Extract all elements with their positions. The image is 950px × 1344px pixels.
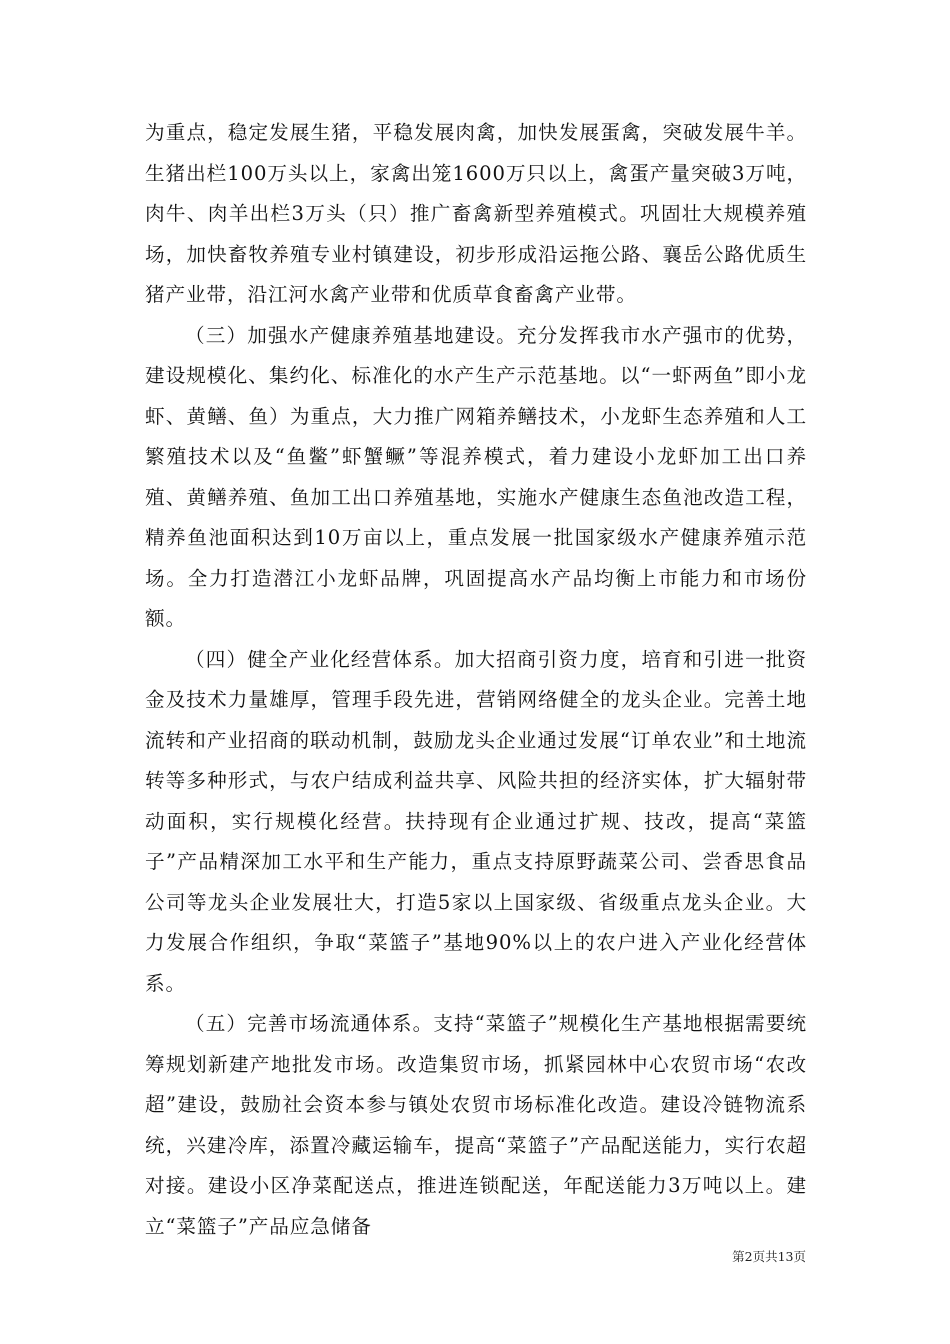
page-number-footer: 第2页共13页 xyxy=(732,1249,806,1264)
paragraph-market-circulation: （五）完善市场流通体系。支持“菜篮子”规模化生产基地根据需要统筹规划新建产地批发市场。改造集贸市场，抓紧园林中心农贸市场“农改超”建设，鼓励社会资本参与镇处农贸市场标准化改造。建设冷链物流系统，兴建冷库，添置冷藏运输车，提高“菜篮子”产品配送能力，实行农超对接。建设小区净菜配送点，推进连锁配送，年配送能力3万吨以上。建立“菜篮子”产品应急储备 xyxy=(145,1012,807,1238)
paragraph-aquaculture: （三）加强水产健康养殖基地建设。充分发挥我市水产强市的优势，建设规模化、集约化、标准化的水产生产示范基地。以“一虾两鱼”即小龙虾、黄鳝、鱼）为重点，大力推广网箱养鳝技术，小龙虾生态养殖和人工繁殖技术以及“鱼鳖”虾蟹鳜”等混养模式，着力建设小龙虾加工出口养殖、黄鳝养殖、鱼加工出口养殖基地，实施水产健康生态鱼池改造工程，精养鱼池面积达到10万亩以上，重点发展一批国家级水产健康养殖示范场。全力打造潜江小龙虾品牌，巩固提高水产品均衡上市能力和市场份额。 xyxy=(145,323,807,630)
paragraph-industrialization: （四）健全产业化经营体系。加大招商引资力度，培育和引进一批资金及技术力量雄厚，管理手段先进，营销网络健全的龙头企业。完善土地流转和产业招商的联动机制，鼓励龙头企业通过发展“订单农业”和土地流转等多种形式，与农户结成利益共享、风险共担的经济实体，扩大辐射带动面积，实行规模化经营。扶持现有企业通过扩规、技改，提高“菜篮子”产品精深加工水平和生产能力，重点支持原野蔬菜公司、尝香思食品公司等龙头企业发展壮大，打造5家以上国家级、省级重点龙头企业。大力发展合作组织，争取“菜篮子”基地90%以上的农户进入产业化经营体系。 xyxy=(145,647,807,995)
document-body xyxy=(145,113,807,1247)
paragraph-livestock-continued: 为重点，稳定发展生猪，平稳发展肉禽，加快发展蛋禽，突破发展牛羊。生猪出栏100万头以上，家禽出笼1600万只以上，禽蛋产量突破3万吨，肉牛、肉羊出栏3万头（只）推广畜禽新型养殖模式。巩固壮大规模养殖场，加快畜牧养殖专业村镇建设，初步形成沿运拖公路、襄岳公路优质生猪产业带，沿江河水禽产业带和优质草食畜禽产业带。 xyxy=(145,121,807,306)
